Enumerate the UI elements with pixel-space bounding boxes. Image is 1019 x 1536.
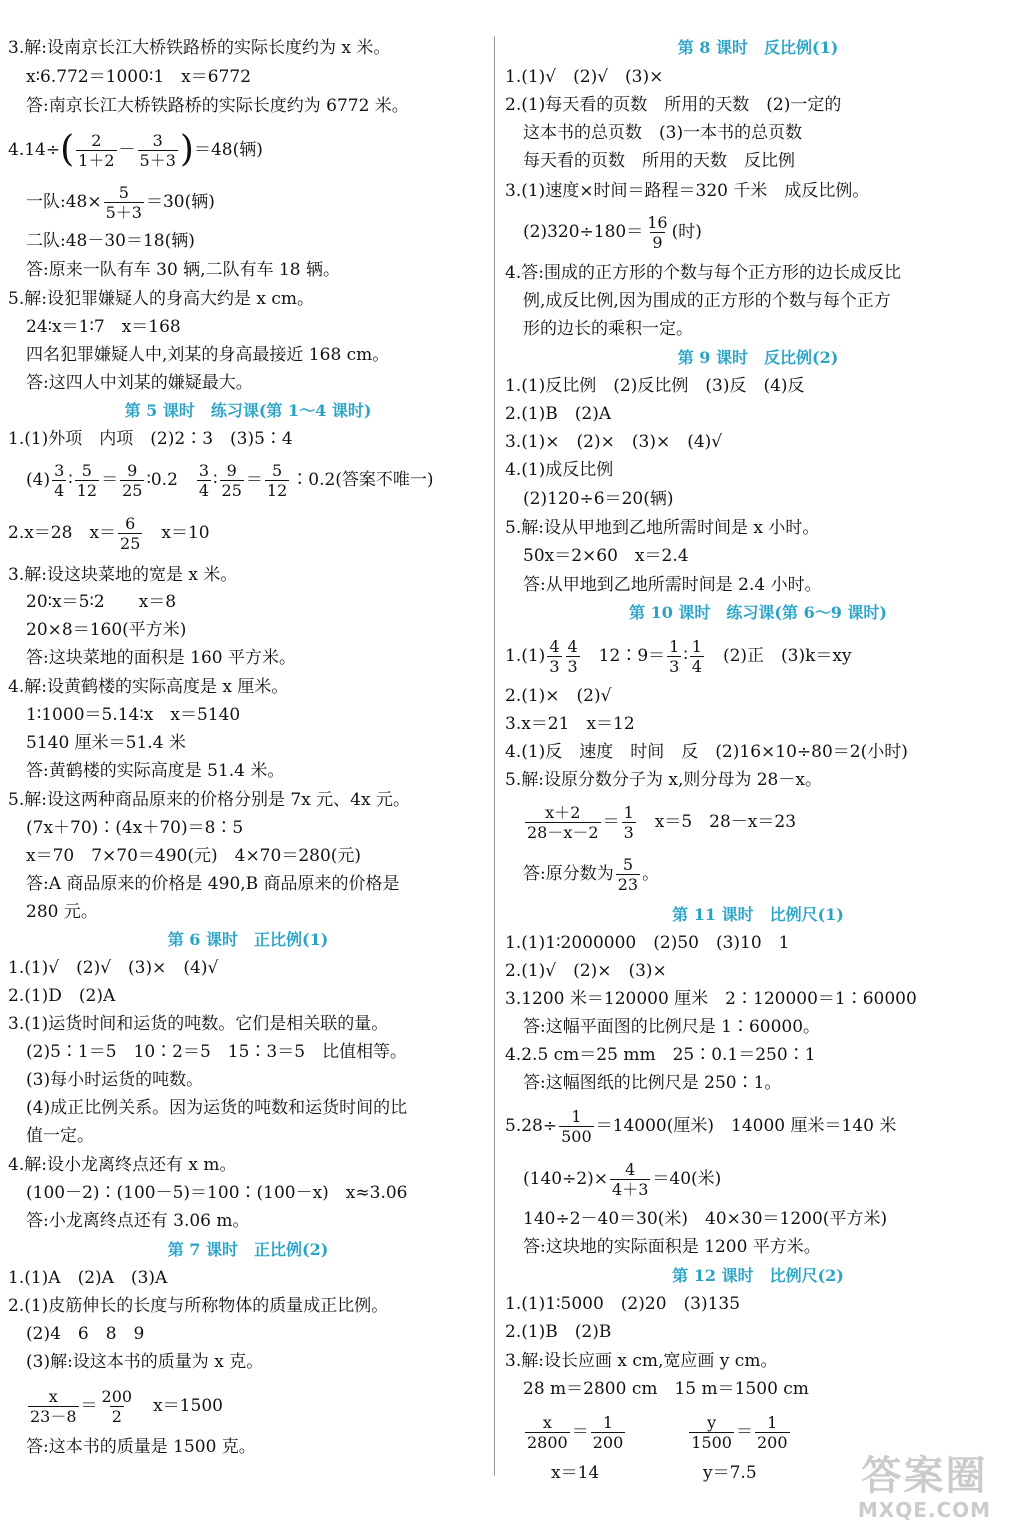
answer-line: 28 m＝2800 cm 15 m＝1500 cm	[523, 1379, 809, 1399]
numerator: 5	[271, 460, 283, 480]
text-segment: 。	[642, 864, 660, 884]
text-segment: 1.(1)	[505, 646, 546, 666]
text-segment: (140÷2)×	[523, 1169, 609, 1189]
denominator: 12	[76, 480, 98, 500]
answer-line	[505, 1104, 896, 1148]
answer-line: 例,成反比例,因为围成的正方形的个数与每个正方	[523, 291, 891, 311]
answer-line: 50x＝2×60 x＝2.4	[523, 546, 689, 566]
answer-line: 答:这幅图纸的比例尺是 250∶1。	[523, 1073, 782, 1093]
answer-line: 3.(1)速度×时间＝路程＝320 千米 成反比例。	[505, 181, 870, 201]
denominator: 1＋2	[78, 150, 115, 170]
text-segment: x＝1500	[136, 1396, 223, 1416]
answer-line: x∶6.772＝1000∶1 x＝6772	[26, 67, 252, 87]
denominator: 4＋3	[612, 1179, 649, 1199]
section-heading: 第 10 课时 练习课(第 6～9 课时)	[629, 603, 887, 622]
text-segment: 4.14÷	[8, 140, 61, 160]
answer-line: 形的边长的乘积一定。	[523, 319, 693, 339]
fraction	[220, 461, 244, 500]
text-segment: ∶0.2	[146, 470, 195, 490]
numerator: 1	[623, 802, 634, 822]
denominator: 4	[54, 480, 65, 500]
denominator: 4	[198, 480, 210, 500]
answer-line	[26, 1384, 223, 1428]
text-segment: (4)	[26, 470, 51, 490]
answer-line: 4.(1)反 速度 时间 反 (2)16×10÷80＝2(小时)	[505, 742, 908, 762]
answer-line: 4.答:围成的正方形的个数与每个正方形的边长成反比	[505, 263, 901, 283]
text-segment: (2)320÷180＝	[523, 222, 644, 242]
section-heading: 第 6 课时 正比例(1)	[167, 930, 329, 949]
answer-line: 2.(1)皮筋伸长的长度与所称物体的质量成正比例。	[8, 1296, 389, 1316]
numerator: 5	[118, 182, 129, 202]
fraction	[75, 461, 99, 500]
answer-line: 2.(1)B (2)A	[505, 404, 612, 424]
answer-line: 答:这块地的实际面积是 1200 平方米。	[523, 1237, 821, 1257]
denominator: 5＋3	[105, 202, 142, 222]
numerator: x	[542, 1412, 552, 1432]
answer-line	[26, 458, 434, 502]
answer-line	[523, 800, 796, 844]
answer-line: 3.解:设南京长江大桥铁路桥的实际长度约为 x 米。	[8, 38, 391, 58]
answer-line: 2.(1)每天看的页数 所用的天数 (2)一定的	[505, 95, 842, 115]
answer-line: 20∶x＝5∶2 x＝8	[26, 592, 177, 612]
answer-line: 3.1200 米＝120000 厘米 2∶120000＝1∶60000	[505, 989, 917, 1009]
answer-line: 3.(1)× (2)× (3)× (4)√	[505, 432, 723, 452]
watermark-url: MXQE.COM	[857, 1498, 992, 1522]
section-heading: 第 12 课时 比例尺(2)	[672, 1266, 844, 1285]
answer-line: 值一定。	[26, 1126, 94, 1146]
fraction	[755, 1413, 790, 1452]
paren-open: (	[60, 129, 75, 170]
answer-line: 1.(1)√ (2)√ (3)× (4)√	[8, 958, 219, 978]
answer-line: 四名犯罪嫌疑人中,刘某的身高最接近 168 cm。	[26, 345, 390, 365]
denominator: 2800	[527, 1432, 568, 1452]
fraction	[100, 1387, 135, 1426]
fraction	[610, 1160, 650, 1199]
watermark-logo	[842, 1454, 1007, 1526]
fraction	[667, 637, 681, 676]
answer-line	[523, 210, 702, 254]
answer-line: 答:这四人中刘某的嫌疑最大。	[26, 373, 253, 393]
denominator: 200	[756, 1432, 788, 1452]
answer-line: 20×8＝160(平方米)	[26, 620, 187, 640]
answer-line: 4.解:设小龙离终点还有 x m。	[8, 1155, 237, 1175]
answer-line: 每天看的页数 所用的天数 反比例	[523, 151, 795, 171]
text-segment: 12∶9＝	[581, 646, 666, 666]
answer-line: 24∶x＝1∶7 x＝168	[26, 317, 181, 337]
answer-line: 5.解:设这两种商品原来的价格分别是 7x 元、4x 元。	[8, 790, 410, 810]
denominator: 1500	[691, 1432, 732, 1452]
fraction	[52, 461, 66, 500]
text-segment: ＝	[101, 470, 119, 490]
answer-line: x＝70 7×70＝490(元) 4×70＝280(元)	[26, 846, 362, 866]
fraction	[525, 1413, 570, 1452]
answer-line: 1.(1)1∶5000 (2)20 (3)135	[505, 1294, 741, 1314]
fraction	[547, 637, 561, 676]
answer-line: (7x＋70)∶(4x＋70)＝8∶5	[26, 818, 244, 838]
numerator: 1	[691, 636, 702, 656]
text-segment: x＝5 28－x＝23	[637, 812, 797, 832]
answer-line: 4.(1)成反比例	[505, 460, 614, 480]
answer-line: (4)成正比例关系。因为运货的吨数和运货时间的比	[26, 1098, 408, 1118]
denominator: 500	[561, 1126, 592, 1146]
denominator: 4	[691, 656, 702, 676]
answer-line: 1∶1000＝5.14∶x x＝5140	[26, 705, 241, 725]
text-segment: ＝	[571, 1422, 589, 1442]
answer-line: 5.解:设犯罪嫌疑人的身高大约是 x cm。	[8, 289, 314, 309]
answer-line: 答:A 商品原来的价格是 490,B 商品原来的价格是	[26, 874, 400, 894]
fraction	[138, 131, 178, 170]
answer-line: 2.(1)× (2)√	[505, 686, 612, 706]
numerator: 4	[549, 636, 560, 656]
text-segment: (2)正 (3)k＝xy	[705, 646, 852, 666]
denominator: 200	[592, 1432, 624, 1452]
answer-line: 答:这块菜地的面积是 160 平方米。	[26, 648, 296, 668]
answer-line: 3.(1)运货时间和运货的吨数。它们是相关联的量。	[8, 1014, 389, 1034]
answer-line: 5140 厘米＝51.4 米	[26, 733, 186, 753]
text-segment: ∶0.2(答案不唯一)	[291, 470, 434, 490]
answer-line	[26, 180, 215, 224]
answer-line: 1.(1)外项 内项 (2)2∶3 (3)5∶4	[8, 429, 293, 449]
fraction	[566, 637, 580, 676]
answer-line: 1.(1)√ (2)√ (3)×	[505, 67, 664, 87]
answer-line: (100－2)∶(100－5)＝100∶(100－x) x≈3.06	[26, 1183, 408, 1203]
fraction	[645, 213, 669, 252]
text-segment: ＝14000(厘米) 14000 厘米＝140 米	[595, 1116, 897, 1136]
numerator: 9	[226, 460, 237, 480]
fraction	[120, 461, 144, 500]
numerator: 2	[91, 130, 102, 150]
denominator: 3	[669, 656, 680, 676]
answer-line: y＝7.5	[703, 1463, 757, 1483]
denominator: 2	[111, 1406, 122, 1426]
fraction	[591, 1413, 626, 1452]
numerator: 4	[567, 636, 578, 656]
denominator: 9	[652, 232, 663, 252]
fraction	[265, 461, 289, 500]
answer-line: 二队:48－30＝18(辆)	[26, 231, 195, 251]
numerator: 1	[669, 636, 680, 656]
fraction	[104, 183, 144, 222]
answer-line: 1.(1)反比例 (2)反比例 (3)反 (4)反	[505, 376, 805, 396]
text-segment: ∶	[213, 470, 218, 490]
text-segment: 一队:48×	[26, 192, 102, 212]
text-segment: 2.x＝28 x＝	[8, 523, 117, 543]
denominator: 23	[617, 874, 639, 894]
denominator: 5＋3	[139, 150, 176, 170]
denominator: 28－x－2	[527, 822, 599, 842]
numerator: 16	[647, 212, 668, 232]
answer-line: 答:从甲地到乙地所需时间是 2.4 小时。	[523, 575, 822, 595]
text-segment: 答:原分数为	[523, 864, 614, 884]
text-segment: x＝10	[144, 523, 210, 543]
numerator: 3	[54, 460, 65, 480]
text-segment: －	[118, 140, 136, 160]
numerator: 1	[571, 1106, 582, 1126]
answer-line: 2.(1)√ (2)× (3)×	[505, 961, 667, 981]
numerator: 5	[622, 854, 633, 874]
answer-line: (2)4 6 8 9	[26, 1324, 145, 1344]
section-heading: 第 11 课时 比例尺(1)	[672, 905, 844, 924]
fraction	[622, 803, 636, 842]
answer-line: 280 元。	[26, 902, 98, 922]
answer-line: 5.解:设原分数分子为 x,则分母为 28－x。	[505, 770, 822, 790]
answer-line: 5.解:设从甲地到乙地所需时间是 x 小时。	[505, 518, 820, 538]
paren-close: )	[179, 129, 194, 170]
answer-line	[8, 511, 210, 555]
section-heading: 第 9 课时 反比例(2)	[677, 348, 839, 367]
answer-line: 答:这幅平面图的比例尺是 1∶60000。	[523, 1017, 821, 1037]
answer-line	[523, 1157, 721, 1201]
answer-line: 2.(1)B (2)B	[505, 1322, 612, 1342]
numerator: 9	[127, 460, 138, 480]
denominator: 25	[221, 480, 242, 500]
answer-line	[8, 128, 263, 172]
answer-line: 3.解:设长应画 x cm,宽应画 y cm。	[505, 1351, 778, 1371]
fraction	[118, 514, 142, 553]
answer-line: 3.解:设这块菜地的宽是 x 米。	[8, 565, 238, 585]
answer-line	[505, 634, 852, 678]
text-segment: 5.28÷	[505, 1116, 558, 1136]
section-heading: 第 7 课时 正比例(2)	[167, 1240, 329, 1259]
text-segment: ＝	[602, 812, 620, 832]
denominator: 3	[549, 656, 560, 676]
denominator: 3	[567, 656, 578, 676]
numerator: 1	[767, 1412, 778, 1432]
numerator: 1	[602, 1412, 614, 1432]
answer-line: 答:黄鹤楼的实际高度是 51.4 米。	[26, 761, 285, 781]
text-segment: ∶	[68, 470, 73, 490]
denominator: 23－8	[30, 1406, 77, 1426]
numerator: 200	[101, 1386, 133, 1406]
denominator: 3	[623, 822, 634, 842]
answer-line: 答:原来一队有车 30 辆,二队有车 18 辆。	[26, 260, 341, 280]
numerator: 3	[152, 130, 163, 150]
fraction	[689, 1413, 734, 1452]
answer-line: 3.x＝21 x＝12	[505, 714, 635, 734]
text-segment: (时)	[671, 222, 702, 242]
answer-line: (2)120÷6＝20(辆)	[523, 489, 674, 509]
numerator: x＋2	[545, 802, 581, 822]
denominator: 25	[120, 533, 141, 553]
answer-line: 1.(1)A (2)A (3)A	[8, 1268, 168, 1288]
denominator: 12	[266, 480, 288, 500]
text-segment: ＝	[80, 1396, 98, 1416]
answer-line: 答:这本书的质量是 1500 克。	[26, 1437, 256, 1457]
watermark-title: 答案圈	[861, 1453, 988, 1499]
answer-line: (2)5∶1＝5 10∶2＝5 15∶3＝5 比值相等。	[26, 1042, 408, 1062]
answer-line: 答:南京长江大桥铁路桥的实际长度约为 6772 米。	[26, 96, 409, 116]
fraction	[197, 461, 211, 500]
text-segment: ＝	[245, 470, 263, 490]
text-segment: ＝	[735, 1422, 753, 1442]
answer-line: 答:小龙离终点还有 3.06 m。	[26, 1211, 250, 1231]
text-segment: ＝30(辆)	[145, 192, 215, 212]
fraction	[690, 637, 704, 676]
text-segment: ＝48(辆)	[193, 140, 263, 160]
fraction	[76, 131, 116, 170]
fraction	[525, 803, 601, 842]
answer-line: 4.解:设黄鹤楼的实际高度是 x 厘米。	[8, 677, 289, 697]
answer-line: (3)每小时运货的吨数。	[26, 1070, 204, 1090]
answer-line: 1.(1)1∶2000000 (2)50 (3)10 1	[505, 933, 790, 953]
answer-line: 2.(1)D (2)A	[8, 986, 116, 1006]
answer-line: 140÷2－40＝30(米) 40×30＝1200(平方米)	[523, 1209, 888, 1229]
answer-line: x＝14	[551, 1463, 600, 1483]
numerator: y	[707, 1412, 717, 1432]
numerator: x	[48, 1386, 58, 1406]
numerator: 3	[198, 460, 210, 480]
numerator: 6	[125, 513, 136, 533]
denominator: 25	[122, 480, 143, 500]
answer-line: 4.2.5 cm＝25 mm 25∶0.1＝250∶1	[505, 1045, 816, 1065]
answer-line: 这本书的总页数 (3)一本书的总页数	[523, 123, 803, 143]
answer-line	[523, 852, 659, 896]
numerator: 5	[81, 460, 92, 480]
answer-line: (3)解:设这本书的质量为 x 克。	[26, 1352, 264, 1372]
numerator: 4	[625, 1159, 636, 1179]
section-heading: 第 5 课时 练习课(第 1～4 课时)	[124, 401, 372, 420]
text-segment: ＝40(米)	[652, 1169, 722, 1189]
fraction	[559, 1107, 594, 1146]
text-segment: ∶	[683, 646, 688, 666]
column-divider	[494, 36, 495, 1476]
fraction	[28, 1387, 79, 1426]
fraction	[616, 855, 640, 894]
answer-line	[523, 1410, 792, 1454]
section-heading: 第 8 课时 反比例(1)	[677, 38, 839, 57]
